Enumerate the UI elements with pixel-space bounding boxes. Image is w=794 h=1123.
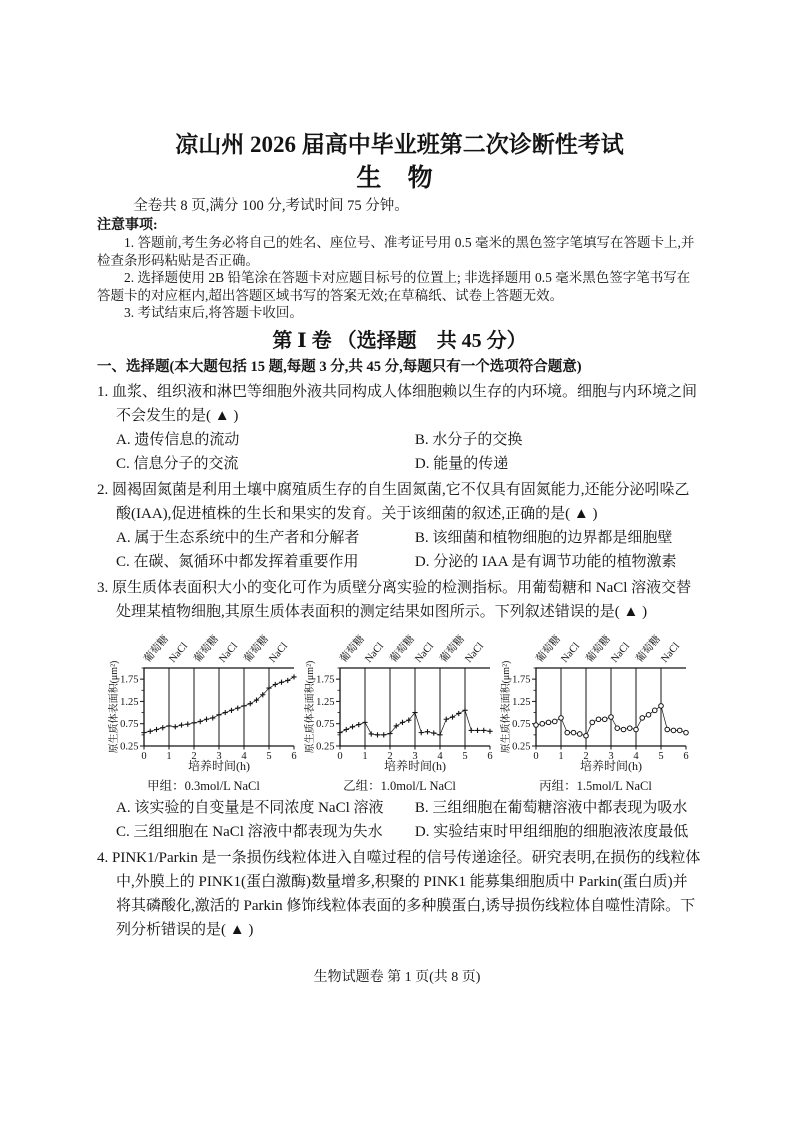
question-1-stem: 血浆、组织液和淋巴等细胞外液共同构成人体细胞赖以生存的内环境。细胞与内环境之间不会发生的是( ▲ ) [112,383,698,424]
section-title: 第 Ⅰ 卷 （选择题 共 45 分） [272,329,527,352]
question-4 [97,846,702,942]
question-3-figures [97,628,702,794]
question-2 [97,478,702,526]
svg-text:1.25: 1.25 [119,696,138,708]
svg-text:NaCl: NaCl [462,640,486,665]
option-2c: C. 在碳、氮循环中都发挥着重要作用 [116,553,359,570]
question-1 [97,380,702,428]
svg-text:6: 6 [486,750,493,762]
question-1-number: 1. [97,383,109,400]
option-2a: A. 属于生态系统中的生产者和分解者 [116,529,360,546]
svg-text:葡萄糖: 葡萄糖 [533,633,563,665]
svg-text:4: 4 [436,750,443,762]
svg-text:葡萄糖: 葡萄糖 [437,633,467,665]
notice-item-3: 3. 考试结束后,将答题卡收回。 [124,305,303,320]
question-4-stem: PINK1/Parkin 是一条损伤线粒体进入自噬过程的信号传递途径。研究表明,在损伤的线粒体中,外膜上的 PINK1(蛋白激酶)数量增多,积聚的 PINK1 能募集细胞质中 Parkin(蛋白质)并将其磷酸化,激活的 Parkin 修饰线粒体表面的多种膜蛋白,诱导损伤线粒体自噬性清除。下列分析错误的是( ▲ ) [112,849,701,938]
svg-text:0.75: 0.75 [315,718,334,730]
chart-caption-bing: 丙组：1.5mol/L NaCl [539,778,652,793]
svg-text:2: 2 [582,750,589,762]
svg-text:葡萄糖: 葡萄糖 [141,633,171,665]
svg-text:0.25: 0.25 [119,741,138,752]
notice-item-2: 2. 选择题使用 2B 铅笔涂在答题卡对应题目标号的位置上; 非选择题用 0.5 毫米黑色签字笔书写在答题卡的对应框内,超出答题区域书写的答案无效;在草稿纸、试卷上答题无效。 [97,270,691,303]
question-3-number: 3. [97,579,109,596]
question-3-stem: 原生质体表面积大小的变化可作为质壁分离实验的检测指标。用葡萄糖和 NaCl 溶液交替处理某植物细胞,其原生质体表面积的测定结果如图所示。下列叙述错误的是( ▲ ) [112,579,692,620]
svg-text:葡萄糖: 葡萄糖 [241,633,271,665]
svg-text:2: 2 [190,750,197,762]
option-2d: D. 分泌的 IAA 是有调节功能的植物激素 [414,553,677,570]
svg-text:3: 3 [411,750,418,762]
svg-text:NaCl: NaCl [166,640,190,665]
svg-text:原生质体表面积(μm²): 原生质体表面积(μm²) [108,660,120,753]
svg-text:葡萄糖: 葡萄糖 [583,633,613,665]
notice-heading: 注意事项: [97,218,158,233]
chart-plot-yi [304,628,496,774]
option-3d: D. 实验结束时甲组细胞的细胞液浓度最低 [414,823,689,840]
svg-text:NaCl: NaCl [362,640,386,665]
exam-subject: 生 物 [356,165,443,192]
svg-text:葡萄糖: 葡萄糖 [337,633,367,665]
svg-text:0.75: 0.75 [119,718,138,730]
svg-text:1: 1 [557,750,564,762]
svg-text:0.25: 0.25 [315,741,334,752]
svg-text:1.75: 1.75 [119,674,138,686]
svg-text:1.75: 1.75 [511,674,530,686]
option-1d: D. 能量的传递 [414,455,509,472]
svg-text:葡萄糖: 葡萄糖 [191,633,221,665]
chart-plot-bing [500,628,692,774]
chart-group-yi [304,628,496,794]
svg-text:5: 5 [461,750,468,762]
question-2-stem: 圆褐固氮菌是利用土壤中腐殖质生存的自生固氮菌,它不仅具有固氮能力,还能分泌吲哚乙酸(IAA),促进植株的生长和果实的发育。关于该细菌的叙述,正确的是( ▲ ) [112,481,690,522]
svg-text:原生质体表面积(μm²): 原生质体表面积(μm²) [500,660,512,753]
svg-text:NaCl: NaCl [658,640,682,665]
question-3-options [97,796,702,844]
svg-text:5: 5 [265,750,272,762]
svg-text:NaCl: NaCl [608,640,632,665]
svg-text:4: 4 [632,750,639,762]
svg-text:2: 2 [386,750,393,762]
question-2-number: 2. [97,481,109,498]
chart-group-bing [500,628,692,794]
question-3 [97,576,702,624]
exam-info: 全卷共 8 页,满分 100 分,考试时间 75 分钟。 [133,198,409,214]
chart-caption-yi: 乙组：1.0mol/L NaCl [343,778,456,793]
option-3a: A. 该实验的自变量是不同浓度 NaCl 溶液 [116,799,384,816]
svg-text:0: 0 [336,750,343,762]
svg-text:6: 6 [290,750,297,762]
svg-text:葡萄糖: 葡萄糖 [633,633,663,665]
svg-text:NaCl: NaCl [412,640,436,665]
svg-text:5: 5 [657,750,664,762]
svg-text:4: 4 [240,750,247,762]
svg-text:1: 1 [165,750,172,762]
svg-text:葡萄糖: 葡萄糖 [387,633,417,665]
svg-text:原生质体表面积(μm²): 原生质体表面积(μm²) [304,660,316,753]
svg-text:1.25: 1.25 [315,696,334,708]
chart-group-jia [108,628,300,794]
svg-text:3: 3 [607,750,614,762]
svg-text:0: 0 [140,750,147,762]
svg-text:NaCl: NaCl [266,640,290,665]
svg-text:1.75: 1.75 [315,674,334,686]
option-2b: B. 该细菌和植物细胞的边界都是细胞壁 [414,529,673,546]
chart-plot-jia [108,628,300,774]
svg-text:6: 6 [682,750,689,762]
question-4-number: 4. [97,849,109,866]
option-3c: C. 三组细胞在 NaCl 溶液中都表现为失水 [116,823,383,840]
svg-text:0: 0 [532,750,539,762]
notice-item-1: 1. 答题前,考生务必将自己的姓名、座位号、准考证号用 0.5 毫米的黑色签字笔填写在答题卡上,并检查条形码粘贴是否正确。 [97,235,695,268]
page-content [97,132,702,942]
section-instructions: 一、选择题(本大题包括 15 题,每题 3 分,共 45 分,每题只有一个选项符合题意) [97,358,582,375]
svg-text:培养时间(h): 培养时间(h) [383,758,446,773]
option-1c: C. 信息分子的交流 [116,455,239,472]
svg-text:3: 3 [215,750,222,762]
svg-text:1.25: 1.25 [511,696,530,708]
svg-text:0.25: 0.25 [511,741,530,752]
question-1-options [97,428,702,476]
svg-text:NaCl: NaCl [558,640,582,665]
svg-text:NaCl: NaCl [216,640,240,665]
option-3b: B. 三组细胞在葡萄糖溶液中都表现为吸水 [414,799,688,816]
svg-text:培养时间(h): 培养时间(h) [187,758,250,773]
exam-title: 凉山州 2026 届高中毕业班第二次诊断性考试 [175,132,624,157]
svg-text:1: 1 [361,750,368,762]
option-1a: A. 遗传信息的流动 [116,431,240,448]
page-footer: 生物试题卷 第 1 页(共 8 页) [313,970,481,985]
option-1b: B. 水分子的交换 [414,431,523,448]
question-2-options [97,526,702,574]
svg-text:培养时间(h): 培养时间(h) [579,758,642,773]
chart-caption-jia: 甲组：0.3mol/L NaCl [147,778,260,793]
svg-text:0.75: 0.75 [511,718,530,730]
